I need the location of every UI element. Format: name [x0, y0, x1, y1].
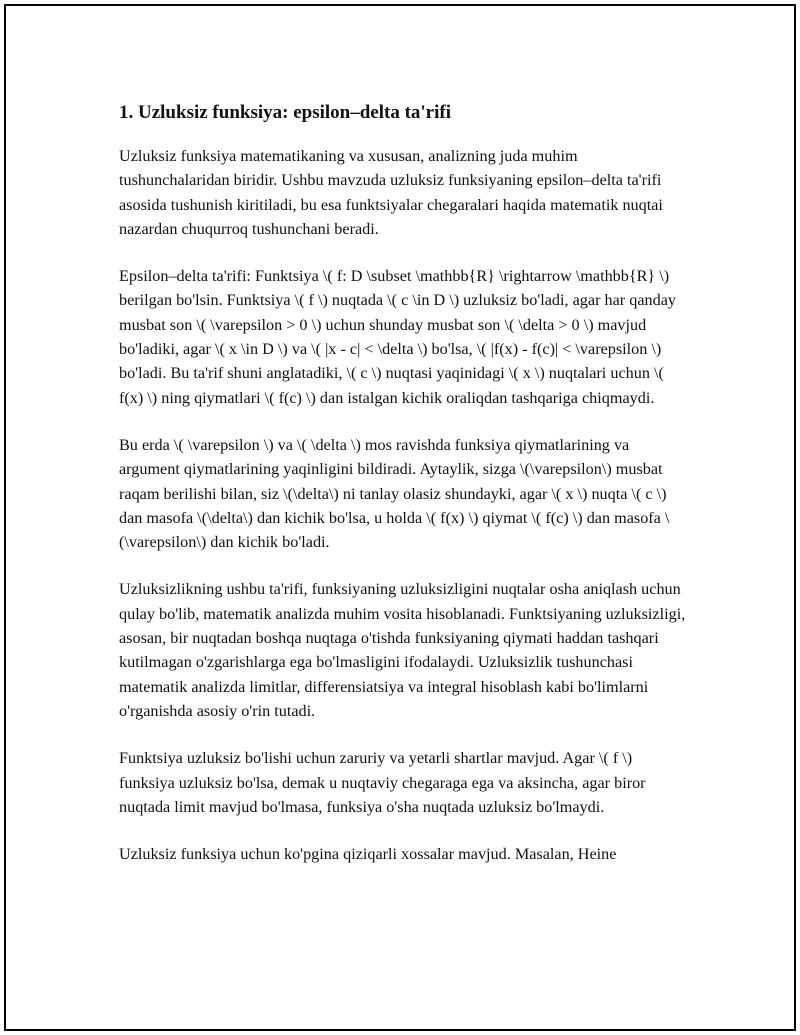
section-title: 1. Uzluksiz funksiya: epsilon–delta ta'rifi [119, 102, 451, 123]
document-page [4, 4, 796, 1031]
paragraph-properties-start: Uzluksiz funksiya uchun ko'pgina qiziqarli xossalar mavjud. Masalan, Heine [119, 845, 617, 864]
paragraph-necessary-conditions: Funktsiya uzluksiz bo'lishi uchun zaruriy va yetarli shartlar mavjud. Agar \( f \) funksiya uzluksiz bo'lsa, demak u nuqtaviy chegaraga ega va aksincha, agar biror nuqtada limit mavjud bo'lmasa, funksiya o'sha nuqtada uzluksiz bo'lmaydi. [119, 749, 646, 816]
paragraph-epsilon-delta-meaning: Bu erda \( \varepsilon \) va \( \delta \) mos ravishda funksiya qiymatlarining va argument qiymatlarining yaqinligini bildiradi. Aytaylik, sizga \(\varepsilon\) musbat raqam berilishi bilan, siz \(\delta\) ni tanlay olasiz shundayki, agar \( x \) nuqta \( c \) dan masofa \(\delta\) dan kichik bo'lsa, u holda \( f(x) \) qiymat \( f(c) \) dan masofa \(\varepsilon\) dan kichik bo'ladi. [119, 435, 670, 552]
paragraph-epsilon-delta-definition: Epsilon–delta ta'rifi: Funktsiya \( f: D \subset \mathbb{R} \rightarrow \mathbb{R} \) berilgan bo'lsin. Funktsiya \( f \) nuqtada \( c \in D \) uzluksiz bo'ladi, agar har qanday musbat son \( \varepsilon > 0 \) uchun shunday musbat son \( \delta > 0 \) mavjud bo'ladiki, agar \( x \in D \) va \( |x - c| < \delta \) bo'lsa, \( |f(x) - f(c)| < \varepsilon \) bo'ladi. Bu ta'rif shuni anglatadiki, \( c \) nuqtasi yaqinidagi \( x \) nuqtalari uchun \( f(x) \) ning qiymatlari \( f(c) \) dan istalgan kichik oraliqdan tashqariga chiqmaydi. [119, 267, 676, 407]
paragraph-continuity-importance: Uzluksizlikning ushbu ta'rifi, funksiyaning uzluksizligini nuqtalar osha aniqlash uchun qulay bo'lib, matematik analizda muhim vosita hisoblanadi. Funktsiyaning uzluksizligi, asosan, bir nuqtadan boshqa nuqtaga o'tishda funksiyaning qiymati haddan tashqari kutilmagan o'zgarishlarga ega bo'lmasligini ifodalaydi. Uzluksizlik tushunchasi matematik analizda limitlar, differensiatsiya va integral hisoblash kabi bo'limlarni o'rganishda asosiy o'rin tutadi. [119, 580, 686, 720]
document-content [119, 101, 691, 889]
paragraph-intro: Uzluksiz funksiya matematikaning va xususan, analizning juda muhim tushunchalaridan biridir. Ushbu mavzuda uzluksiz funksiyaning epsilon–delta ta'rifi asosida tushunish kiritiladi, bu esa funktsiyalar chegaralari haqida matematik nuqtai nazardan chuqurroq tushunchani beradi. [119, 147, 663, 238]
